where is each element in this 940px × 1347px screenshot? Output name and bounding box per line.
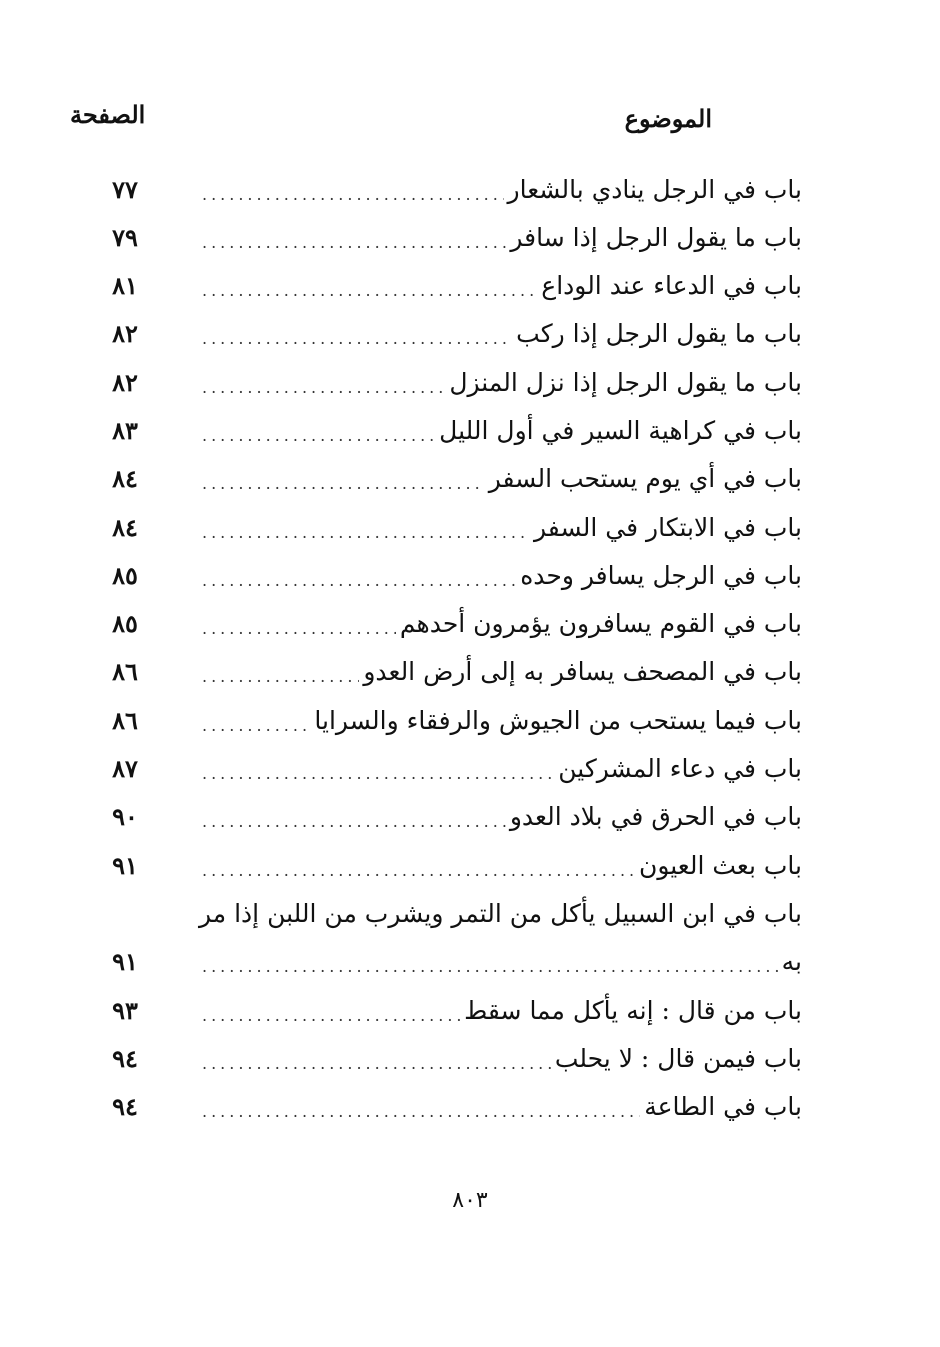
entry-page-number: ٩١ (112, 946, 138, 976)
leader-dots (202, 426, 435, 445)
entry-page-number: ٩٣ (112, 995, 138, 1025)
entry-page-number: ٨٢ (112, 319, 138, 349)
entry-page-number: ٨٦ (112, 657, 138, 687)
entry-title: باب في الدعاء عند الوداع (541, 271, 802, 301)
entry-title: باب ما يقول الرجل إذا ركب (516, 319, 802, 349)
entry-title: باب فيما يستحب من الجيوش والرفقاء والسرايا (314, 705, 802, 735)
index-entry (0, 358, 940, 406)
entry-title: باب في الطاعة (644, 1092, 802, 1122)
entry-page-number: ٨٣ (112, 415, 138, 445)
entry-title: باب في المصحف يسافر به إلى أرض العدو (363, 657, 802, 687)
index-entry (0, 213, 940, 261)
index-entry (0, 503, 940, 551)
entry-page-number: ٨٢ (112, 367, 138, 397)
entry-page-number: ٨٤ (112, 464, 138, 494)
header-row (0, 100, 940, 150)
entry-title: باب في الرجل يسافر وحده (520, 560, 802, 590)
index-entry (0, 262, 940, 310)
entry-page-number: ٨٥ (112, 560, 138, 590)
entry-title: باب في أي يوم يستحب السفر (488, 464, 802, 494)
page-column-header: الصفحة (70, 100, 146, 129)
leader-dots (202, 957, 778, 976)
entry-title: باب ما يقول الرجل إذا سافر (510, 222, 802, 252)
entry-title: باب في ابن السبيل يأكل من التمر ويشرب من اللبن إذا مر (198, 898, 802, 928)
leader-dots (202, 185, 504, 204)
index-entry (0, 986, 940, 1034)
entry-page-number: ٧٩ (112, 222, 138, 252)
entry-title: باب فيمن قال : لا يحلب (554, 1043, 802, 1073)
leader-dots (202, 1054, 551, 1073)
leader-dots (202, 619, 396, 638)
entry-title: باب بعث العيون (638, 850, 802, 880)
entry-page-number: ٨٥ (112, 609, 138, 639)
index-entry (0, 648, 940, 696)
index-entry (0, 1083, 940, 1131)
entry-page-number: ٨١ (112, 271, 138, 301)
topic-column-header: الموضوع (624, 104, 712, 133)
leader-dots (202, 329, 512, 348)
leader-dots (202, 281, 537, 300)
index-entry (0, 310, 940, 358)
entries-list (0, 165, 940, 1131)
entry-title-continuation: به (781, 946, 802, 976)
leader-dots (202, 233, 506, 252)
entry-title: باب ما يقول الرجل إذا نزل المنزل (449, 367, 802, 397)
index-entry (0, 696, 940, 744)
index-entry (0, 551, 940, 599)
entry-page-number: ٧٧ (112, 174, 138, 204)
index-entry (0, 889, 940, 986)
leader-dots (202, 1102, 640, 1121)
leader-dots (202, 1006, 460, 1025)
index-entry (0, 745, 940, 793)
entry-page-number: ٨٦ (112, 705, 138, 735)
entry-page-number: ٩٤ (112, 1092, 138, 1122)
entry-title: باب في كراهية السير في أول الليل (439, 415, 802, 445)
leader-dots (202, 523, 530, 542)
entry-title: باب في الحرق في بلاد العدو (509, 802, 802, 832)
index-entry (0, 455, 940, 503)
index-entry (0, 1034, 940, 1082)
entry-title: باب في دعاء المشركين (558, 754, 802, 784)
entry-page-number: ٩١ (112, 850, 138, 880)
leader-dots (202, 764, 554, 783)
leader-dots (202, 716, 310, 735)
entry-page-number: ٨٤ (112, 512, 138, 542)
leader-dots (202, 378, 445, 397)
index-entry (0, 600, 940, 648)
index-entry (0, 165, 940, 213)
page-number: ٨٠٣ (452, 1188, 488, 1213)
entry-title: باب في الرجل ينادي بالشعار (507, 174, 802, 204)
entry-title: باب في القوم يسافرون يؤمرون أحدهم (399, 609, 802, 639)
index-entry (0, 841, 940, 889)
entry-title: باب في الابتكار في السفر (534, 512, 802, 542)
entry-page-number: ٩٤ (112, 1043, 138, 1073)
index-entry (0, 406, 940, 454)
leader-dots (202, 571, 516, 590)
index-entry (0, 793, 940, 841)
entry-title: باب من قال : إنه يأكل مما سقط (464, 995, 802, 1025)
leader-dots (202, 667, 359, 686)
leader-dots (202, 861, 635, 880)
entry-page-number: ٩٠ (112, 802, 138, 832)
entry-page-number: ٨٧ (112, 754, 138, 784)
leader-dots (202, 812, 506, 831)
leader-dots (202, 474, 485, 493)
